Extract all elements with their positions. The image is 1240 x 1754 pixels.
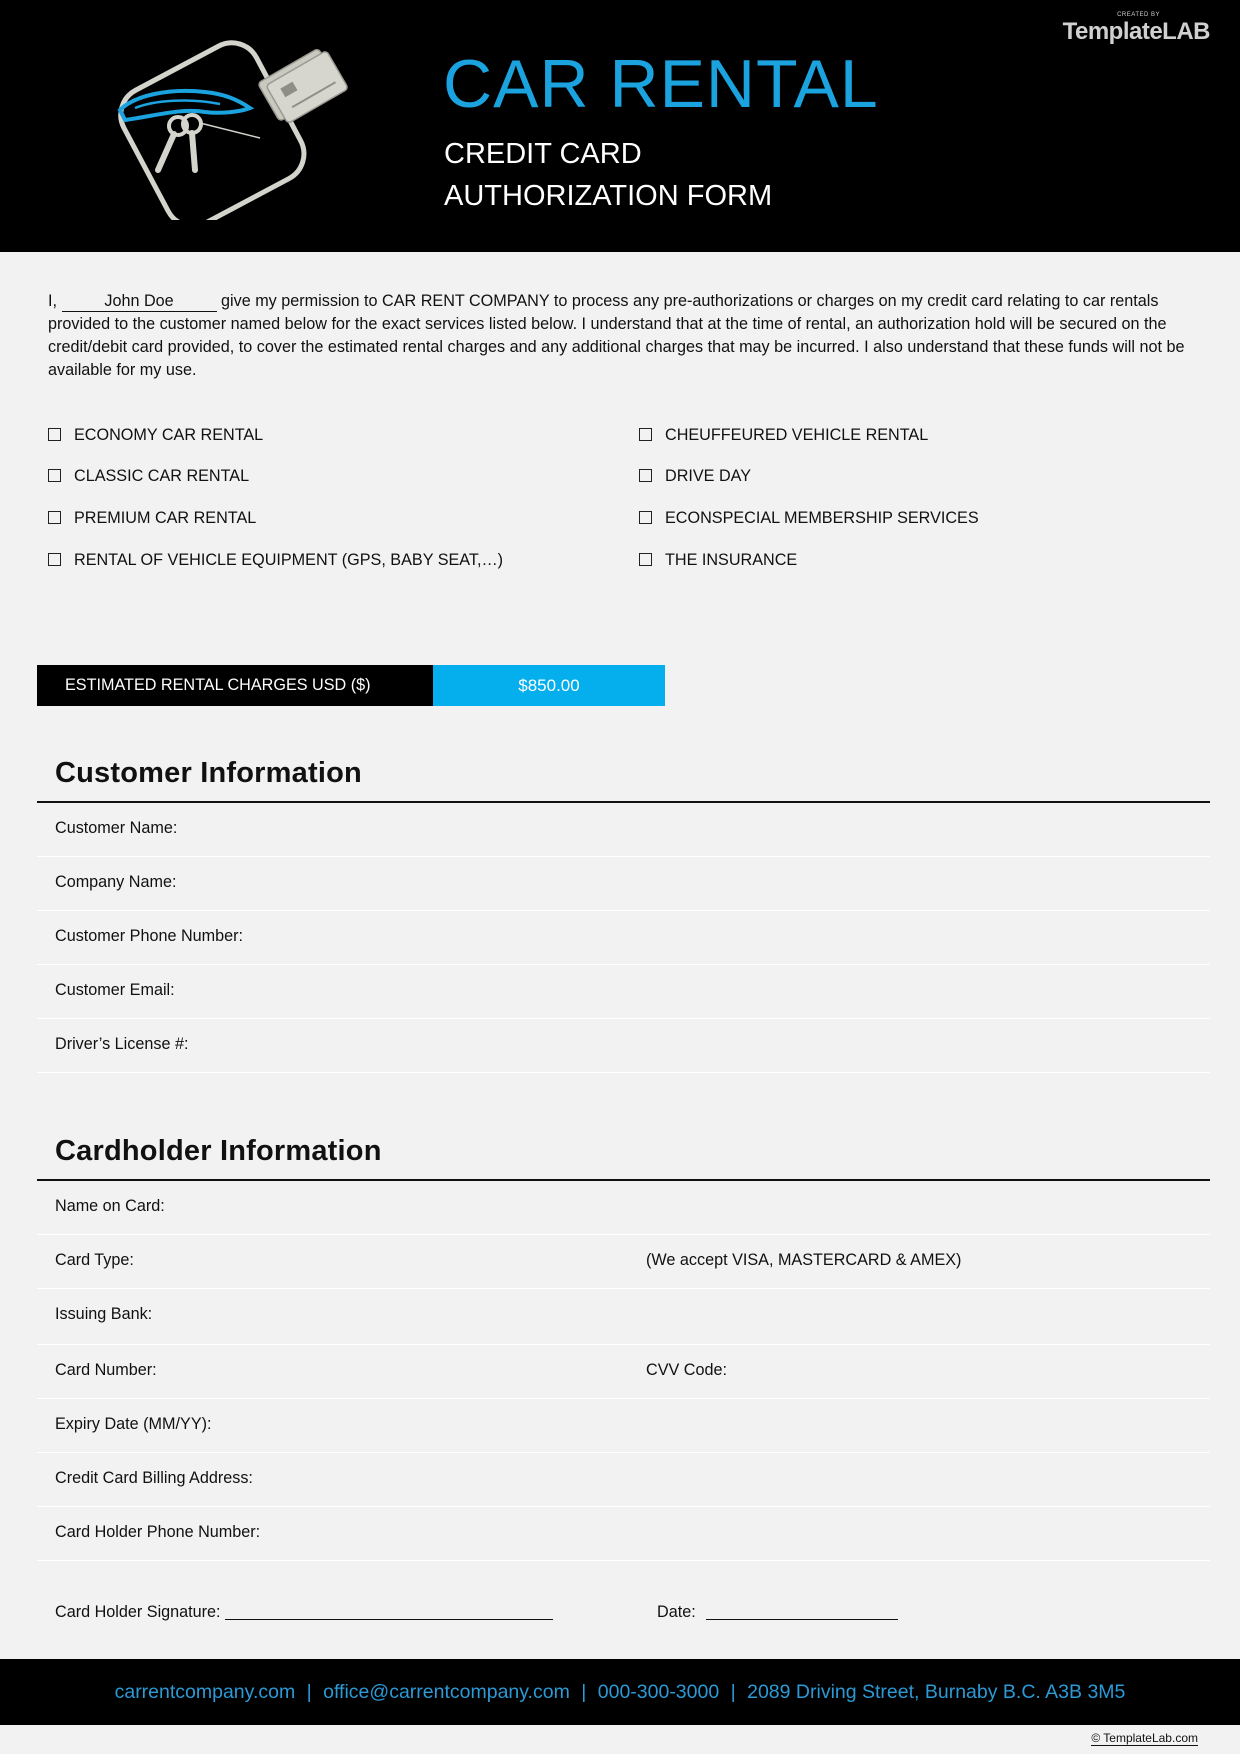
field-label: Card Type: (55, 1251, 134, 1269)
customer-name-field[interactable] (37, 803, 1210, 857)
service-option[interactable] (639, 423, 928, 447)
service-option[interactable] (639, 464, 751, 488)
templatelab-credit-link[interactable]: © TemplateLab.com (1091, 1731, 1198, 1745)
page-subtitle (444, 133, 772, 217)
card-type-field[interactable] (37, 1235, 1210, 1289)
page-title: CAR RENTAL (443, 46, 879, 122)
authorizer-name-field[interactable]: John Doe (62, 292, 217, 312)
brand-name: TemplateLAB (1062, 18, 1210, 45)
service-label: THE INSURANCE (665, 551, 798, 569)
field-label: Issuing Bank: (55, 1305, 153, 1323)
field-label: Card Holder Phone Number: (55, 1523, 261, 1541)
drivers-license-field[interactable] (37, 1019, 1210, 1073)
field-label: Customer Phone Number: (55, 927, 244, 945)
checkbox[interactable] (48, 428, 61, 441)
issuing-bank-field[interactable] (37, 1289, 1210, 1345)
cardholder-section-title: Cardholder Information (55, 1135, 382, 1167)
field-label: Name on Card: (55, 1197, 165, 1215)
statement-prefix: I, (48, 292, 57, 310)
subtitle-line-2: AUTHORIZATION FORM (444, 180, 773, 212)
customer-section-title: Customer Information (55, 757, 362, 789)
footer-website[interactable]: carrentcompany.com (114, 1681, 296, 1703)
service-label: ECONSPECIAL MEMBERSHIP SERVICES (665, 509, 979, 527)
brand-created-by: CREATED BY (1117, 12, 1160, 18)
templatelab-logo (1063, 12, 1210, 46)
signature-field[interactable] (55, 1603, 553, 1622)
card-number-field[interactable] (37, 1345, 1210, 1399)
field-label: Driver’s License #: (55, 1035, 189, 1053)
company-name-field[interactable] (37, 857, 1210, 911)
checkbox[interactable] (48, 469, 61, 482)
field-label: Company Name: (55, 873, 177, 891)
footer-separator: | (581, 1681, 587, 1703)
checkbox[interactable] (639, 428, 652, 441)
signature-line[interactable] (225, 1619, 553, 1620)
field-label: Customer Email: (55, 981, 175, 999)
service-label: ECONOMY CAR RENTAL (74, 426, 264, 444)
footer-email[interactable]: office@carrentcompany.com (323, 1681, 570, 1703)
service-label: RENTAL OF VEHICLE EQUIPMENT (GPS, BABY SEAT,…) (74, 551, 504, 569)
field-label: Card Number: (55, 1361, 157, 1379)
statement-body: give my permission to CAR RENT COMPANY to process any pre-authorizations or charges on my credit card relating to car rentals provided to the customer named below for the exact services listed below. I understand that at the time of rental, an authorization hold will be secured on the credit/debit card provided, to cover the estimated rental charges and any additional charges that may be incurred. I also understand that these funds will not be available for my use. (48, 292, 1185, 379)
service-label: CLASSIC CAR RENTAL (74, 467, 250, 485)
cvv-code-label: CVV Code: (646, 1361, 727, 1379)
customer-email-field[interactable] (37, 965, 1210, 1019)
checkbox[interactable] (48, 511, 61, 524)
footer-phone[interactable]: 000-300-3000 (597, 1681, 720, 1703)
contact-footer (0, 1659, 1240, 1725)
service-option[interactable] (48, 548, 503, 572)
field-label: Credit Card Billing Address: (55, 1469, 253, 1487)
checkbox[interactable] (48, 553, 61, 566)
date-line[interactable] (706, 1619, 898, 1620)
estimated-charges-label: ESTIMATED RENTAL CHARGES USD ($) (37, 665, 433, 706)
estimated-charges-value[interactable]: $850.00 (433, 665, 665, 706)
service-option[interactable] (639, 506, 979, 530)
subtitle-line-1: CREDIT CARD (444, 138, 642, 170)
service-option[interactable] (639, 548, 797, 572)
service-label: DRIVE DAY (665, 467, 752, 485)
date-label: Date: (657, 1603, 696, 1621)
service-option[interactable] (48, 506, 256, 530)
cardholder-phone-field[interactable] (37, 1507, 1210, 1561)
service-label: PREMIUM CAR RENTAL (74, 509, 257, 527)
footer-separator: | (306, 1681, 312, 1703)
field-label: Customer Name: (55, 819, 178, 837)
authorization-statement (48, 290, 1198, 382)
checkbox[interactable] (639, 511, 652, 524)
service-label: CHEUFFEURED VEHICLE RENTAL (665, 426, 929, 444)
service-option[interactable] (48, 464, 249, 488)
accepted-cards-note: (We accept VISA, MASTERCARD & AMEX) (646, 1251, 962, 1269)
car-rental-card-icon (110, 30, 370, 220)
footer-separator: | (730, 1681, 736, 1703)
name-on-card-field[interactable] (37, 1181, 1210, 1235)
header-banner (0, 0, 1240, 252)
field-label: Expiry Date (MM/YY): (55, 1415, 212, 1433)
expiry-date-field[interactable] (37, 1399, 1210, 1453)
signature-label: Card Holder Signature: (55, 1603, 221, 1621)
checkbox[interactable] (639, 469, 652, 482)
footer-address: 2089 Driving Street, Burnaby B.C. A3B 3M5 (747, 1681, 1126, 1703)
checkbox[interactable] (639, 553, 652, 566)
service-option[interactable] (48, 423, 263, 447)
date-field[interactable] (657, 1603, 898, 1622)
customer-phone-field[interactable] (37, 911, 1210, 965)
billing-address-field[interactable] (37, 1453, 1210, 1507)
